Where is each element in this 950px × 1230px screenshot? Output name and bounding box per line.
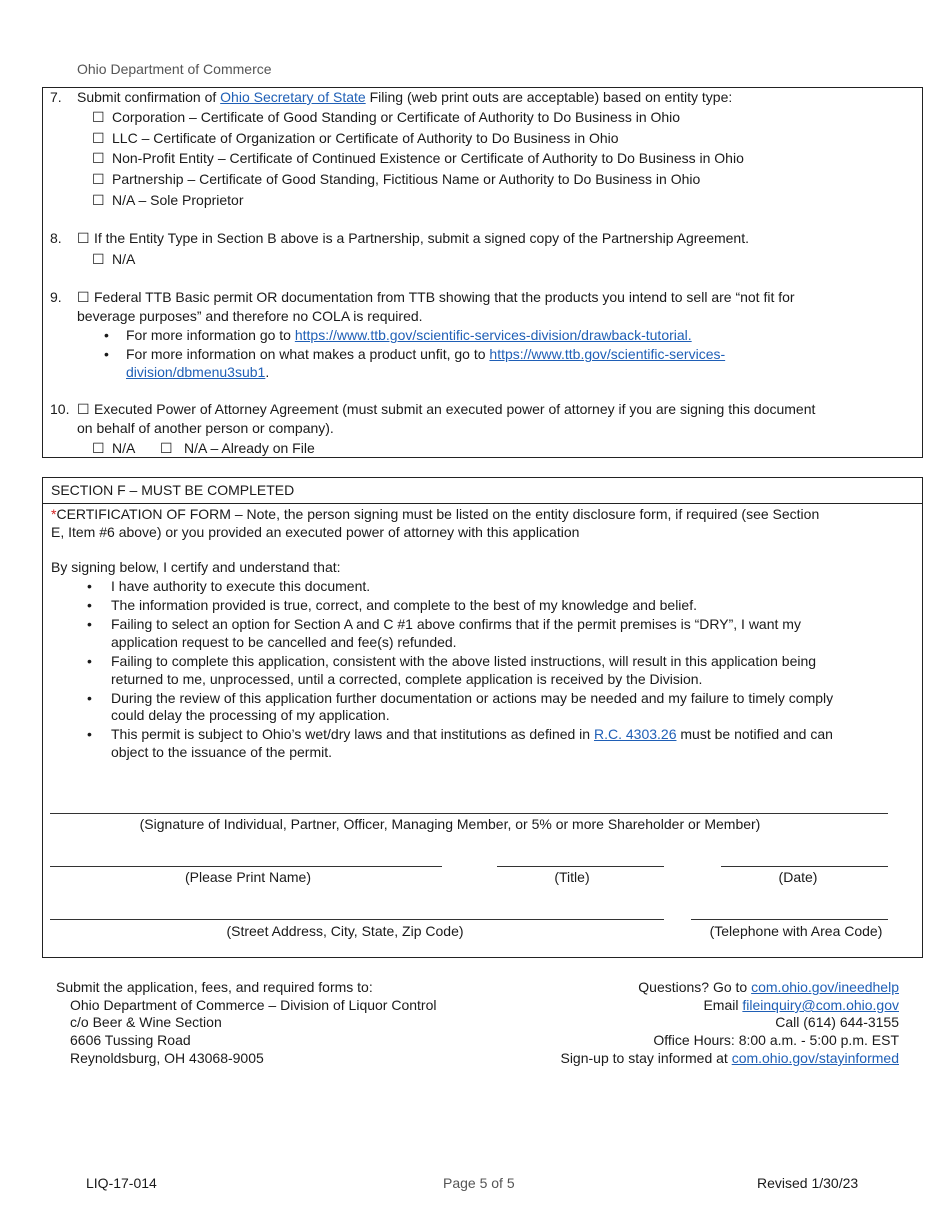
agency-header: Ohio Department of Commerce: [77, 61, 272, 77]
stayinformed-link[interactable]: com.ohio.gov/stayinformed: [731, 1050, 899, 1066]
contact-call: Call (614) 644-3155: [775, 1014, 899, 1030]
item-9-bullet2-pre: For more information on what makes a product unfit, go to: [126, 346, 490, 362]
checkbox-llc[interactable]: ☐: [92, 130, 105, 146]
certification-text-1: CERTIFICATION OF FORM – Note, the person signing must be listed on the entity disclosure form, if required (see Section: [56, 506, 820, 522]
submit-line-4: 6606 Tussing Road: [70, 1032, 191, 1048]
item-7-pre: Submit confirmation of: [77, 89, 221, 105]
checkbox-item-8[interactable]: ☐: [77, 230, 90, 246]
item-9-number: 9.: [50, 289, 62, 305]
item-10-number: 10.: [50, 401, 70, 417]
certify-bullet-6a: [111, 725, 833, 743]
item-7-post: Filing (web print outs are acceptable) based on entity type:: [365, 89, 733, 105]
item-9-line2: beverage purposes” and therefore no COLA is required.: [77, 308, 423, 324]
bullet-dot: •: [87, 653, 92, 669]
bullet-dot: •: [104, 327, 109, 343]
item-7-text: [77, 88, 732, 106]
option-corporation: Corporation – Certificate of Good Standing or Certificate of Authority to Do Business in Ohio: [112, 109, 681, 125]
checkbox-item-10-on-file[interactable]: ☐: [160, 440, 173, 456]
date-line[interactable]: [721, 866, 888, 867]
signature-caption: (Signature of Individual, Partner, Officer, Managing Member, or 5% or more Shareholder or Member): [139, 816, 761, 832]
item-8-text: If the Entity Type in Section B above is a Partnership, submit a signed copy of the Partnership Agreement.: [94, 230, 749, 246]
submit-line-3: c/o Beer & Wine Section: [70, 1014, 222, 1030]
option-partnership: Partnership – Certificate of Good Standing, Fictitious Name or Authority to Do Business in Ohio: [112, 171, 701, 187]
page-number: Page 5 of 5: [443, 1175, 515, 1191]
option-llc: LLC – Certificate of Organization or Certificate of Authority to Do Business in Ohio: [112, 130, 619, 146]
street-address-line[interactable]: [50, 919, 664, 920]
certify-bullet-5a: During the review of this application further documentation or actions may be needed and my failure to timely comply: [111, 690, 834, 706]
item-10-on-file: N/A – Already on File: [184, 440, 315, 456]
date-caption: (Date): [778, 869, 818, 885]
form-id: LIQ-17-014: [86, 1175, 157, 1191]
contact-email-pre: Email: [703, 997, 743, 1013]
certification-line1: [51, 505, 819, 523]
item-9-bullet2-cont: [126, 363, 269, 381]
item-8-number: 8.: [50, 230, 62, 246]
certify-bullet-3b: application request to be cancelled and fee(s) refunded.: [111, 634, 457, 650]
certify-bullet-3a: Failing to select an option for Section A and C #1 above confirms that if the permit premises is “DRY”, I want my: [111, 616, 801, 632]
bullet-dot: •: [87, 690, 92, 706]
section-f-title-divider: [42, 503, 923, 504]
certify-bullet-6b: object to the issuance of the permit.: [111, 744, 333, 760]
bullet-dot: •: [87, 616, 92, 632]
item-9-bullet1: [126, 326, 692, 344]
bullet-dot: •: [104, 346, 109, 362]
item-10-line1: Executed Power of Attorney Agreement (must submit an executed power of attorney if you are signing this document: [94, 401, 816, 417]
bullet-dot: •: [87, 726, 92, 742]
option-nonprofit: Non-Profit Entity – Certificate of Continued Existence or Certificate of Authority to Do Business in Ohio: [112, 150, 744, 166]
signature-line[interactable]: [50, 813, 888, 814]
rc-4303-26-link[interactable]: R.C. 4303.26: [593, 726, 677, 742]
certify-bullet-4b: returned to me, unprocessed, until a corrected, complete application is received by the Division.: [111, 671, 703, 687]
revised-date: Revised 1/30/23: [757, 1175, 859, 1191]
item-8-na: N/A: [112, 251, 136, 267]
certify-bullet-6-pre: This permit is subject to Ohio’s wet/dry laws and that institutions as defined in: [111, 726, 594, 742]
ttb-unfit-link-cont[interactable]: division/dbmenu3sub1: [126, 364, 266, 380]
certify-bullet-2: The information provided is true, correct, and complete to the best of my knowledge and belief.: [111, 597, 697, 613]
item-7-number: 7.: [50, 89, 62, 105]
item-9-bullet2-post: .: [265, 364, 270, 380]
title-line[interactable]: [497, 866, 664, 867]
phone-caption: (Telephone with Area Code): [709, 923, 883, 939]
required-asterisk: *: [51, 506, 57, 522]
checkbox-item-10-na[interactable]: ☐: [92, 440, 105, 456]
contact-email: [703, 996, 899, 1014]
email-link[interactable]: fileinquiry@com.ohio.gov: [742, 997, 899, 1013]
checkbox-item-9[interactable]: ☐: [77, 289, 90, 305]
submit-line-2: Ohio Department of Commerce – Division of Liquor Control: [70, 997, 437, 1013]
title-caption: (Title): [554, 869, 590, 885]
item-9-bullet1-pre: For more information go to: [126, 327, 295, 343]
submit-line-1: Submit the application, fees, and required forms to:: [56, 979, 373, 995]
submit-line-5: Reynoldsburg, OH 43068-9005: [70, 1050, 264, 1066]
checkbox-corporation[interactable]: ☐: [92, 109, 105, 125]
contact-signup: [560, 1049, 899, 1067]
item-10-line2: on behalf of another person or company).: [77, 420, 334, 436]
certify-bullet-6-post: must be notified and can: [676, 726, 833, 742]
item-10-na: N/A: [112, 440, 136, 456]
item-9-line1: Federal TTB Basic permit OR documentation from TTB showing that the products you intend to sell are “not fit for: [94, 289, 795, 305]
checkbox-item-8-na[interactable]: ☐: [92, 251, 105, 267]
contact-questions-pre: Questions? Go to: [638, 979, 752, 995]
print-name-line[interactable]: [50, 866, 442, 867]
print-name-caption: (Please Print Name): [184, 869, 312, 885]
ohio-sos-link[interactable]: Ohio Secretary of State: [220, 89, 366, 105]
certification-line2: E, Item #6 above) or you provided an executed power of attorney with this application: [51, 524, 580, 540]
ttb-drawback-link[interactable]: https://www.ttb.gov/scientific-services-division/drawback-tutorial.: [294, 327, 692, 343]
checkbox-nonprofit[interactable]: ☐: [92, 150, 105, 166]
checkbox-item-10[interactable]: ☐: [77, 401, 90, 417]
section-f-title: SECTION F – MUST BE COMPLETED: [51, 482, 295, 498]
telephone-line[interactable]: [691, 919, 888, 920]
checkbox-sole-proprietor[interactable]: ☐: [92, 192, 105, 208]
ineedhelp-link[interactable]: com.ohio.gov/ineedhelp: [751, 979, 899, 995]
certify-bullet-1: I have authority to execute this document.: [111, 578, 371, 594]
ttb-unfit-link[interactable]: https://www.ttb.gov/scientific-services-: [489, 346, 726, 362]
address-caption: (Street Address, City, State, Zip Code): [226, 923, 464, 939]
checkbox-partnership[interactable]: ☐: [92, 171, 105, 187]
bullet-dot: •: [87, 578, 92, 594]
contact-hours: Office Hours: 8:00 a.m. - 5:00 p.m. EST: [653, 1032, 899, 1048]
certify-bullet-5b: could delay the processing of my application.: [111, 707, 390, 723]
certify-intro: By signing below, I certify and understand that:: [51, 559, 341, 575]
item-9-bullet2: [126, 345, 725, 363]
certify-bullet-4a: Failing to complete this application, consistent with the above listed instructions, will result in this application being: [111, 653, 817, 669]
option-sole-proprietor: N/A – Sole Proprietor: [112, 192, 244, 208]
contact-questions: [638, 978, 899, 996]
contact-signup-pre: Sign-up to stay informed at: [560, 1050, 732, 1066]
bullet-dot: •: [87, 597, 92, 613]
